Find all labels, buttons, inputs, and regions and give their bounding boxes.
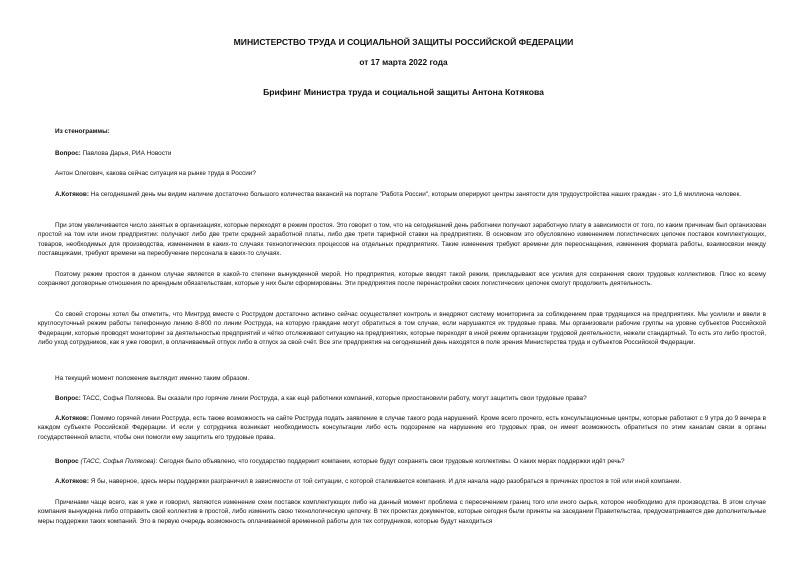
question-1-header: Вопрос: Павлова Дарья, РИА Новости <box>55 150 172 157</box>
question-2: Вопрос: ТАСС, Софья Полякова. Вы сказали про горячие линии Роструда, а как ещё работники компаний, которые приостановили работу, могут защитить свои трудовые права? <box>55 395 587 402</box>
document-title: Брифинг Министра труда и социальной защиты Антона Котякова <box>263 87 544 97</box>
question-3: Вопрос (ТАСС, Софья Полякова): Сегодня было объявлено, что государство поддержит компании, которые будут сохранять свои трудовые коллективы. О каких мерах поддержки идёт речь? <box>55 458 625 465</box>
answer-1-paragraph-5: На текущий момент положение выглядит именно таким образом. <box>55 375 250 382</box>
answer-3-paragraph-2: Причинами чаще всего, как я уже и говорил, являются изменение схем поставок комплектующих либо на данный момент проблема с пересечением границ того или иного сырья, которое необходимо для производства. В этом случае компания вынуждена либо отправить свой коллектив в простой, либо изменить свою технологическую цепочку. В тех проектах документов, которые сегодня были приняты на заседании Правительства, предусматривается две дополнительные меры поддержки таких компаний. Это в первую очередь возможность оплачиваемой временной работы для тех сотрудников, которые будут находиться <box>38 499 766 525</box>
answer-2: А.Котяков: Помимо горячей линии Роструда, есть также возможность на сайте Роструда подать заявление в случае такого рода нарушений. Кроме всего прочего, есть консультационные центры, которые работают с 9 утра до 9 вечера в каждом субъекте Российской Федерации. И если у сотрудника возникает необходимость консультации либо есть подозрение на нарушение его трудовых прав, он имеет возможность обратиться по этим каналам связи в органы государственной власти, чтобы они помогли ему защитить его трудовые права. <box>38 415 766 441</box>
answer-1-paragraph-4: Со своей стороны хотел бы отметить, что Минтруд вместе с Рострудом достаточно активно сейчас осуществляет контроль и внедряют систему мониторинга за соблюдением прав трудящихся на предприятиях. Мы усилили и ввели в круглосуточный режим работы телефонную линию 8-800 по линии Роструда, на которую граждане могут обратиться в том случае, если нарушаются их трудовые права. Мы организовали рабочие группы на уровне субъектов Российской Федерации, которые проводят мониторинг за деятельностью предприятий и чётко отслеживают ситуацию на предприятиях, которые переходят в иной режим организации трудовой деятельности, нежели стандартный. То есть это либо простой, либо уход сотрудников, как я уже говорил, в оплачиваемый отпуск либо в отпуск за свой счёт. Все эти предприятия на сегодняшний день находятся в поле зрения Министерства труда и субъектов Российской Федерации. <box>38 311 766 346</box>
answer-1-paragraph-2: При этом увеличивается число занятых в организациях, которые переходят в режим простоя. Это говорит о том, что на сегодняшний день работники получают заработную плату в зависимости от того, по каким причинам был организован простой на том или ином предприятии: получают либо две трети средней заработной платы, либо две трети тарифной ставки на предприятиях. В основном это обусловлено изменением логистических цепочек поставок комплектующих, товаров, необходимых для производства, изменением в каких-то случаях технологических процессов на отдельных предприятиях. Такие изменения требуют времени для переоснащения, изменения формата работы, взаимосвязи между поставщиками, требуют времени на переобучение персонала в каких-то случаях. <box>38 222 766 257</box>
document-date: от 17 марта 2022 года <box>359 57 448 67</box>
answer-3-paragraph-1: А.Котяков: Я бы, наверное, здесь меры поддержки разграничил в зависимости от той ситуации, с которой сталкивается компания. И для начала надо разобраться в причинах простоя в той или иной компании. <box>55 478 682 485</box>
intro-line: Из стенограммы: <box>55 128 110 135</box>
answer-1-paragraph-1: А.Котяков: На сегодняшний день мы видим наличие достаточно большого количества вакансий на портале "Работа России", которым оперируют центры занятости для трудоустройства наших граждан - это 1,6 миллиона человек. <box>55 191 742 198</box>
answer-1-paragraph-3: Поэтому режим простоя в данном случае является в какой-то степени вынужденной мерой. Но предприятия, которые вводят такой режим, прикладывают все усилия для сохранения своих трудовых коллективов. Плюс ко всему сохраняют договорные отношения по арендным обязательствам, которые у них были сформированы. Эти предприятия после перенастройки своих логистических цепочек смогут продолжить деятельность. <box>38 271 766 288</box>
question-1-text: Антон Олегович, какова сейчас ситуация на рынке труда в России? <box>55 170 256 177</box>
ministry-heading: МИНИСТЕРСТВО ТРУДА И СОЦИАЛЬНОЙ ЗАЩИТЫ РОССИЙСКОЙ ФЕДЕРАЦИИ <box>233 37 574 47</box>
